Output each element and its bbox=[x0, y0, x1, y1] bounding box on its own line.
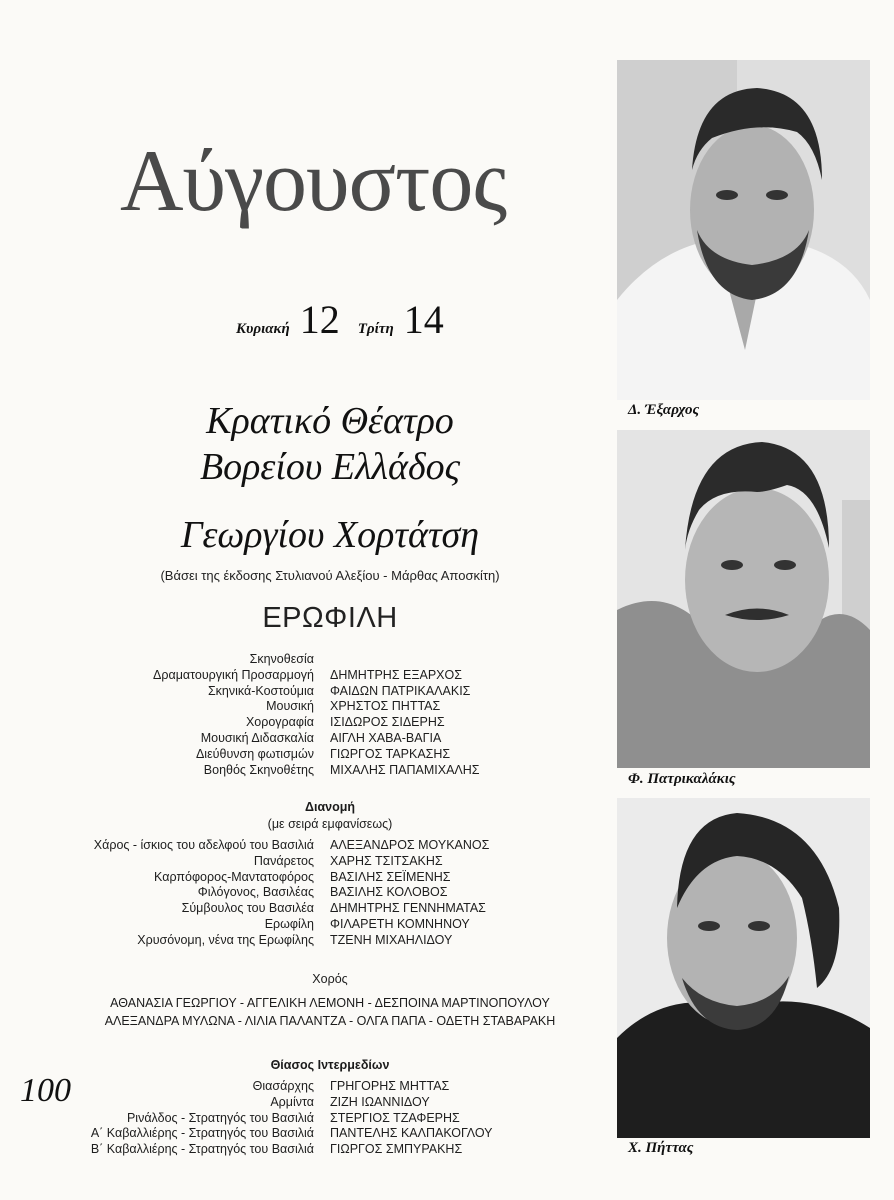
chorus-heading: Χορός bbox=[312, 972, 348, 986]
intermedia-row bbox=[40, 1079, 640, 1095]
intermedia-role: Αρμίντα bbox=[270, 1094, 314, 1109]
page-number: 100 bbox=[20, 1072, 71, 1109]
theatre-name bbox=[60, 398, 600, 490]
day1-number: 12 bbox=[299, 297, 340, 342]
cast-name: ΒΑΣΙΛΗΣ ΣΕΪΜΕΝΗΣ bbox=[330, 869, 451, 884]
cast-name: ΧΑΡΗΣ ΤΣΙΤΣΑΚΗΣ bbox=[330, 853, 443, 868]
credit-role: Μουσική Διδασκαλία bbox=[200, 730, 314, 745]
credit-name bbox=[330, 652, 640, 668]
cast-name: ΔΗΜΗΤΡΗΣ ΓΕΝΝΗΜΑΤΑΣ bbox=[330, 901, 486, 916]
credit-role: Δραματουργική Προσαρμογή bbox=[153, 667, 314, 682]
credit-role: Διεύθυνση φωτισμών bbox=[195, 746, 314, 761]
cast-row bbox=[40, 854, 640, 870]
photo-caption-3: Χ. Πήττας bbox=[628, 1140, 694, 1156]
cast-row bbox=[40, 917, 640, 933]
credit-name: ΙΣΙΔΩΡΟΣ ΣΙΔΕΡΗΣ bbox=[330, 715, 445, 730]
intermedia-role: Α΄ Καβαλλιέρης - Στρατηγός του Βασιλιά bbox=[90, 1126, 314, 1141]
cast-subheading: (με σειρά εμφανίσεως) bbox=[267, 817, 393, 831]
credit-name: ΓΙΩΡΓΟΣ ΤΑΡΚΑΣΗΣ bbox=[330, 746, 451, 761]
intermedia-row bbox=[40, 1111, 640, 1127]
intermedia-row bbox=[40, 1142, 640, 1158]
intermedia-role: Ρινάλδος - Στρατηγός του Βασιλιά bbox=[126, 1110, 314, 1125]
intermedia-list bbox=[40, 1079, 640, 1158]
intermedia-role: Θιασάρχης bbox=[252, 1079, 314, 1093]
credit-role: Μουσική bbox=[266, 699, 314, 714]
cast-name: ΒΑΣΙΛΗΣ ΚΟΛΟΒΟΣ bbox=[330, 885, 448, 900]
cast-row bbox=[40, 885, 640, 901]
cast-list bbox=[40, 838, 640, 949]
cast-row bbox=[40, 870, 640, 886]
intermedia-row bbox=[40, 1095, 640, 1111]
intermedia-name: ΣΤΕΡΓΙΟΣ ΤΖΑΦΕΡΗΣ bbox=[330, 1110, 460, 1125]
cast-row bbox=[40, 901, 640, 917]
credit-row bbox=[40, 731, 640, 747]
credit-role: Χορογραφία bbox=[245, 715, 314, 730]
credit-row bbox=[40, 747, 640, 763]
month-heading: Αύγουστος bbox=[120, 133, 507, 230]
credit-row bbox=[40, 652, 640, 668]
cast-role: Καρπόφορος-Μαντατοφόρος bbox=[154, 869, 314, 884]
credit-row bbox=[40, 715, 640, 731]
cast-role: Πανάρετος bbox=[253, 853, 314, 868]
cast-role: Σύμβουλος του Βασιλέα bbox=[181, 901, 314, 916]
credit-name: ΧΡΗΣΤΟΣ ΠΗΤΤΑΣ bbox=[330, 699, 441, 714]
photo-caption-1: Δ. Έξαρχος bbox=[628, 402, 700, 418]
credit-name: ΦΑΙΔΩΝ ΠΑΤΡΙΚΑΛΑΚΙΣ bbox=[330, 683, 471, 698]
cast-row bbox=[40, 933, 640, 949]
credit-role: Βοηθός Σκηνοθέτης bbox=[203, 762, 314, 777]
photo-caption-2: Φ. Πατρικαλάκις bbox=[628, 771, 736, 787]
crew-list bbox=[40, 652, 640, 778]
cast-role: Χάρος - ίσκιος του αδελφού του Βασιλιά bbox=[93, 838, 314, 852]
cast-name: ΑΛΕΞΑΝΔΡΟΣ ΜΟΥΚΑΝΟΣ bbox=[330, 838, 490, 852]
performance-dates bbox=[236, 296, 496, 343]
intermedia-name: ΖΙΖΗ ΙΩΑΝΝΙΔΟΥ bbox=[330, 1094, 430, 1109]
chorus-members bbox=[60, 994, 600, 1030]
credit-role: Σκηνοθεσία bbox=[249, 652, 314, 666]
intermedia-name: ΓΡΗΓΟΡΗΣ ΜΗΤΤΑΣ bbox=[330, 1079, 450, 1093]
edition-note: (Βάσει της έκδοσης Στυλιανού Αλεξίου - Μάρθας Αποσκίτη) bbox=[160, 568, 500, 583]
cast-name: ΦΙΛΑΡΕΤΗ ΚΟΜΝΗΝΟΥ bbox=[330, 916, 470, 931]
day2-label: Τρίτη bbox=[357, 321, 394, 337]
credit-name: ΔΗΜΗΤΡΗΣ ΕΞΑΡΧΟΣ bbox=[330, 667, 462, 682]
credit-name: ΑΙΓΛΗ ΧΑΒΑ-ΒΑΓΙΑ bbox=[330, 730, 442, 745]
chorus-line-2: ΑΛΕΞΑΝΔΡΑ ΜΥΛΩΝΑ - ΛΙΛΙΑ ΠΑΛΑΝΤΖΑ - ΟΛΓΑ ΠΑΠΑ - ΟΔΕΤΗ ΣΤΑΒΑΡΑΚΗ bbox=[104, 1014, 556, 1028]
portrait-photo-1 bbox=[617, 60, 870, 400]
credit-row bbox=[40, 699, 640, 715]
intermedia-name: ΓΙΩΡΓΟΣ ΣΜΠΥΡΑΚΗΣ bbox=[330, 1142, 463, 1157]
intermedia-role: Β΄ Καβαλλιέρης - Στρατηγός του Βασιλιά bbox=[90, 1142, 314, 1157]
cast-role: Χρυσόνομη, νένα της Ερωφίλης bbox=[137, 932, 314, 947]
intermedia-row bbox=[40, 1126, 640, 1142]
author-name: Γεωργίου Χορτάτση bbox=[180, 514, 480, 556]
day2-number: 14 bbox=[403, 297, 444, 342]
cast-name: ΤΖΕΝΗ ΜΙΧΑΗΛΙΔΟΥ bbox=[330, 932, 453, 947]
play-title: ΕΡΩΦΙΛΗ bbox=[262, 602, 398, 634]
theatre-line-2: Βορείου Ελλάδος bbox=[199, 446, 461, 488]
cast-heading: Διανομή bbox=[304, 800, 355, 814]
credit-name: ΜΙΧΑΛΗΣ ΠΑΠΑΜΙΧΑΛΗΣ bbox=[330, 762, 480, 777]
theatre-line-1: Κρατικό Θέατρο bbox=[206, 400, 454, 442]
portrait-photo-2 bbox=[617, 430, 870, 768]
credit-role: Σκηνικά-Κοστούμια bbox=[207, 683, 314, 698]
cast-role: Φιλόγονος, Βασιλέας bbox=[197, 885, 314, 900]
credit-row bbox=[40, 684, 640, 700]
intermedia-name: ΠΑΝΤΕΛΗΣ ΚΑΛΠΑΚΟΓΛΟΥ bbox=[330, 1126, 493, 1141]
portrait-photo-3 bbox=[617, 798, 870, 1138]
intermedia-heading: Θίασος Ιντερμεδίων bbox=[270, 1058, 390, 1072]
credit-row bbox=[40, 763, 640, 779]
chorus-line-1: ΑΘΑΝΑΣΙΑ ΓΕΩΡΓΙΟΥ - ΑΓΓΕΛΙΚΗ ΛΕΜΟΝΗ - ΔΕΣΠΟΙΝΑ ΜΑΡΤΙΝΟΠΟΥΛΟΥ bbox=[110, 996, 550, 1010]
cast-role: Ερωφίλη bbox=[264, 916, 314, 931]
day1-label: Κυριακή bbox=[236, 321, 290, 337]
cast-row bbox=[40, 838, 640, 854]
credit-row bbox=[40, 668, 640, 684]
